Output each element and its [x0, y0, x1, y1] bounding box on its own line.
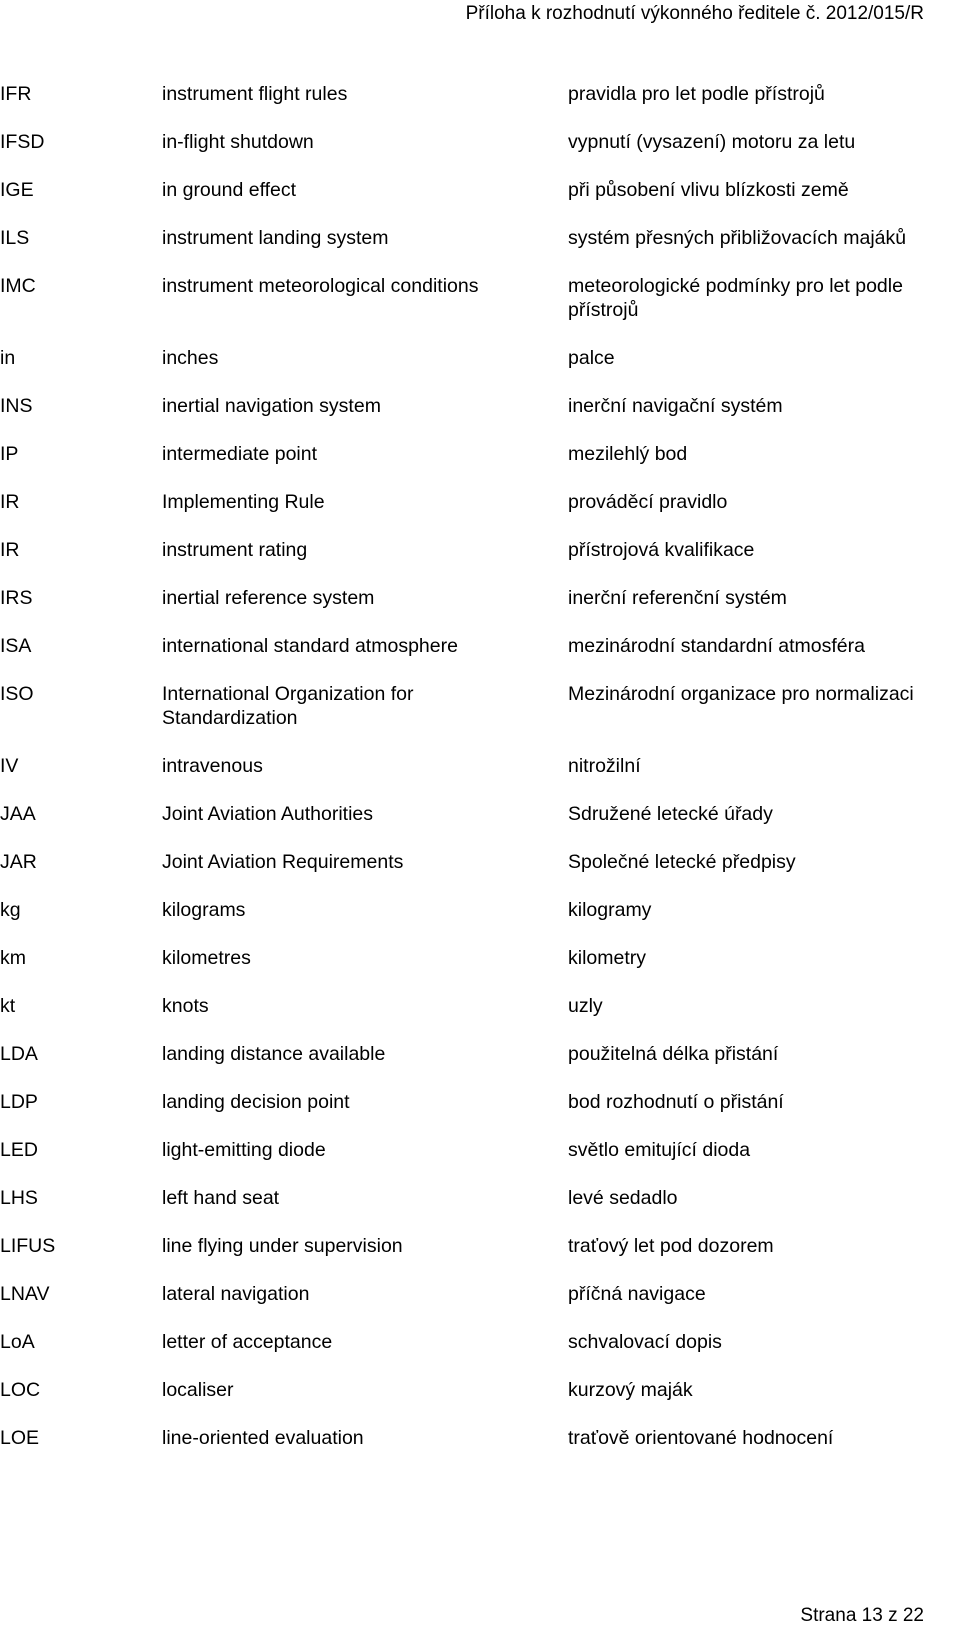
abbreviation-cell: LHS: [0, 1187, 38, 1209]
czech-term-cell: prováděcí pravidlo: [568, 491, 728, 513]
abbreviation-cell: LIFUS: [0, 1235, 56, 1257]
abbreviation-row: [0, 1234, 960, 1282]
abbreviation-cell: IR: [0, 539, 20, 561]
abbreviations-table: [0, 82, 960, 1474]
abbreviation-cell: in: [0, 347, 16, 369]
abbreviation-cell: kt: [0, 995, 16, 1017]
page-number-footer: Strana 13 z 22: [800, 1605, 924, 1626]
abbreviation-cell: LDP: [0, 1091, 38, 1113]
english-term-cell: inches: [162, 347, 219, 369]
abbreviation-row: [0, 394, 960, 442]
abbreviation-row: [0, 490, 960, 538]
abbreviation-row: [0, 346, 960, 394]
czech-term-cell: palce: [568, 347, 615, 369]
english-term-cell: kilometres: [162, 947, 251, 969]
english-term-cell: instrument flight rules: [162, 83, 348, 105]
abbreviation-row: [0, 178, 960, 226]
abbreviation-row: [0, 682, 960, 754]
abbreviation-cell: LoA: [0, 1331, 35, 1353]
english-term-cell: left hand seat: [162, 1187, 280, 1209]
abbreviation-cell: ISO: [0, 683, 34, 705]
abbreviation-row: [0, 1042, 960, 1090]
english-term-cell: instrument rating: [162, 539, 308, 561]
abbreviation-row: [0, 1090, 960, 1138]
english-term-cell: line-oriented evaluation: [162, 1427, 364, 1449]
english-term-cell: kilograms: [162, 899, 246, 921]
abbreviation-cell: IGE: [0, 179, 34, 201]
abbreviation-cell: IMC: [0, 275, 36, 297]
english-term-cell: instrument meteorological conditions: [162, 275, 479, 297]
czech-term-cell: světlo emitující dioda: [568, 1139, 751, 1161]
abbreviation-cell: IFR: [0, 83, 32, 105]
english-term-cell: line flying under supervision: [162, 1235, 403, 1257]
abbreviation-cell: IV: [0, 755, 19, 777]
english-term-cell: inertial navigation system: [162, 395, 381, 417]
english-term-cell: light-emitting diode: [162, 1139, 326, 1161]
abbreviation-row: [0, 1282, 960, 1330]
czech-term-cell: traťově orientované hodnocení: [568, 1427, 834, 1449]
abbreviation-row: [0, 538, 960, 586]
abbreviation-row: [0, 850, 960, 898]
czech-term-cell: Sdružené letecké úřady: [568, 803, 773, 825]
abbreviation-row: [0, 1138, 960, 1186]
abbreviation-row: [0, 82, 960, 130]
english-term-cell: international standard atmosphere: [162, 635, 458, 657]
english-term-cell: lateral navigation: [162, 1283, 310, 1305]
abbreviation-row: [0, 586, 960, 634]
english-term-cell: landing distance available: [162, 1043, 386, 1065]
abbreviation-cell: LOC: [0, 1379, 41, 1401]
czech-term-cell: mezinárodní standardní atmosféra: [568, 635, 865, 657]
abbreviation-row: [0, 754, 960, 802]
abbreviation-cell: JAR: [0, 851, 37, 873]
czech-term-cell: kilogramy: [568, 899, 652, 921]
abbreviation-row: [0, 1186, 960, 1234]
czech-term-cell: přístrojová kvalifikace: [568, 539, 755, 561]
abbreviation-row: [0, 274, 960, 346]
czech-term-cell: při působení vlivu blízkosti země: [568, 179, 849, 201]
czech-term-cell: traťový let pod dozorem: [568, 1235, 774, 1257]
czech-term-cell: uzly: [568, 995, 603, 1017]
english-term-cell: letter of acceptance: [162, 1331, 333, 1353]
czech-term-cell: příčná navigace: [568, 1283, 706, 1305]
abbreviation-row: [0, 1426, 960, 1474]
abbreviation-row: [0, 634, 960, 682]
abbreviation-row: [0, 130, 960, 178]
english-term-cell: in-flight shutdown: [162, 131, 314, 153]
czech-term-cell: systém přesných přibližovacích majáků: [568, 227, 907, 249]
english-term-cell: Joint Aviation Authorities: [162, 803, 374, 825]
abbreviation-cell: IR: [0, 491, 20, 513]
english-term-cell: Joint Aviation Requirements: [162, 851, 404, 873]
english-term-cell: knots: [162, 995, 209, 1017]
english-term-cell: Implementing Rule: [162, 491, 325, 513]
czech-term-cell: schvalovací dopis: [568, 1331, 722, 1353]
czech-term-cell: meteorologické podmínky pro let podle přístrojů: [568, 275, 903, 321]
czech-term-cell: Mezinárodní organizace pro normalizaci: [568, 683, 914, 705]
abbreviation-cell: JAA: [0, 803, 36, 825]
english-term-cell: intravenous: [162, 755, 263, 777]
abbreviation-cell: IFSD: [0, 131, 45, 153]
abbreviation-row: [0, 898, 960, 946]
abbreviation-row: [0, 946, 960, 994]
abbreviation-cell: IP: [0, 443, 19, 465]
english-term-cell: landing decision point: [162, 1091, 350, 1113]
czech-term-cell: použitelná délka přistání: [568, 1043, 779, 1065]
english-term-cell: International Organization for Standardization: [162, 683, 414, 729]
abbreviation-cell: IRS: [0, 587, 33, 609]
czech-term-cell: kilometry: [568, 947, 647, 969]
czech-term-cell: levé sedadlo: [568, 1187, 678, 1209]
english-term-cell: instrument landing system: [162, 227, 389, 249]
abbreviation-cell: ILS: [0, 227, 30, 249]
abbreviation-cell: km: [0, 947, 26, 969]
abbreviation-row: [0, 802, 960, 850]
abbreviation-cell: LOE: [0, 1427, 40, 1449]
english-term-cell: intermediate point: [162, 443, 318, 465]
abbreviation-row: [0, 442, 960, 490]
czech-term-cell: nitrožilní: [568, 755, 641, 777]
document-reference-header: Příloha k rozhodnutí výkonného ředitele č. 2012/015/R: [465, 3, 924, 24]
czech-term-cell: mezilehlý bod: [568, 443, 688, 465]
english-term-cell: in ground effect: [162, 179, 297, 201]
english-term-cell: inertial reference system: [162, 587, 375, 609]
czech-term-cell: Společné letecké předpisy: [568, 851, 796, 873]
abbreviation-row: [0, 994, 960, 1042]
abbreviation-row: [0, 226, 960, 274]
abbreviation-cell: INS: [0, 395, 33, 417]
czech-term-cell: inerční navigační systém: [568, 395, 783, 417]
abbreviation-cell: ISA: [0, 635, 32, 657]
czech-term-cell: pravidla pro let podle přístrojů: [568, 83, 825, 105]
abbreviation-cell: LDA: [0, 1043, 38, 1065]
czech-term-cell: bod rozhodnutí o přistání: [568, 1091, 784, 1113]
czech-term-cell: inerční referenční systém: [568, 587, 787, 609]
czech-term-cell: kurzový maják: [568, 1379, 693, 1401]
abbreviation-cell: LED: [0, 1139, 38, 1161]
english-term-cell: localiser: [162, 1379, 234, 1401]
abbreviation-cell: kg: [0, 899, 21, 921]
abbreviation-cell: LNAV: [0, 1283, 50, 1305]
czech-term-cell: vypnutí (vysazení) motoru za letu: [568, 131, 856, 153]
abbreviation-row: [0, 1330, 960, 1378]
abbreviation-row: [0, 1378, 960, 1426]
